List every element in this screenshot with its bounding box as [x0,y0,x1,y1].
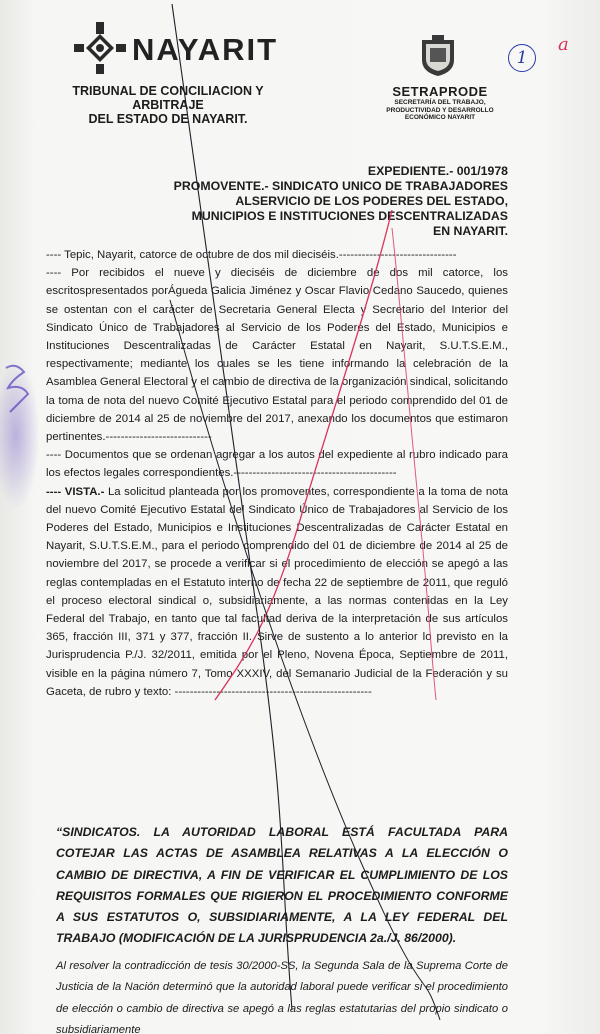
state-seal-icon [418,34,458,78]
side-stamp [0,360,40,510]
setraprode-title: SETRAPRODE [392,84,488,99]
promovente-line-4: EN NAYARIT. [433,224,508,238]
nayarit-logo [70,18,279,78]
paragraph-date: ---- Tepic, Nayarit, catorce de octubre de dos mil dieciséis.------------------------------- [46,249,457,261]
tribunal-line-2: DEL ESTADO DE NAYARIT. [88,112,248,126]
vista-lead: ---- VISTA.- [46,485,105,498]
promovente-line-1: PROMOVENTE.- SINDICATO UNICO DE TRABAJADORES [173,179,508,193]
handwritten-page-number: 1 [508,44,536,72]
tribunal-name [38,84,298,126]
paragraph-documents: ---- Documentos que se ordenan agregar a los autos del expediente al rubro indicado para los efectos legales correspondientes.------------------------------------------- [46,449,508,480]
jurisprudence-heading: “SINDICATOS. LA AUTORIDAD LABORAL ESTÁ FACULTADA PARA COTEJAR LAS ACTAS DE ASAMBLEA RELATIVAS A LA ELECCIÓN O CAMBIO DE DIRECTIVA, A FIN DE VERIFICAR EL CUMPLIMIENTO DE LOS REQUISITOS FORMALES QUE RIGIERON EL PROCEDIMIENTO CONFORME A SUS ESTATUTOS O, SUBSIDIARIAMENTE, A LA LEY FEDERAL DEL TRABAJO (MODIFICACIÓN DE LA JURISPRUDENCIA 2a./J. 86/2000). [56,825,508,946]
nayarit-emblem-icon [70,18,130,78]
paragraph-vista [46,483,508,701]
document-body [46,246,508,701]
tribunal-line-1: TRIBUNAL DE CONCILIACION Y ARBITRAJE [72,84,264,112]
setraprode-line-1: SECRETARÍA DEL TRABAJO, [394,99,486,106]
promovente-line-3: MUNICIPIOS E INSTITUCIONES DESCENTRALIZADAS [191,209,508,223]
expediente-label: EXPEDIENTE.- 001/1978 [367,164,508,178]
logo-text: NAYARIT [132,32,279,67]
setraprode-line-3: ECONÓMICO NAYARIT [404,114,476,121]
paragraph-received: ---- Por recibidos el nueve y dieciséis de diciembre de dos mil catorce, los escritospresentados porÁgueda Galicia Jiménez y Oscar Flavio Cedano Saucedo, quienes se ostentan con el carácter de Secretaria General Electa y Secretario del Interior del Sindicato Único de Trabajadores al Servicio de los Poderes del Estado, Municipios e Instituciones Descentralizadas de Carácter Estatal en Nayarit, S.U.T.S.E.M., respectivamente; mediante los cuales se les tiene informando la celebración de la Asamblea General Electoral y el cambio de directiva de la organización sindical, solicitando la toma de nota del nuevo Comité Ejecutivo Estatal para el periodo comprendido del 01 de diciembre de 2014 al 25 de noviembre del 2017, anexando los documentos que estimaron pertinentes.---------------------------- [46,267,508,444]
case-heading [148,164,508,239]
vista-text: La solicitud planteada por los promoventes, correspondiente a la toma de nota del nuevo Comité Ejecutivo Estatal del Sindicato Único de Trabajadores al Servicio de los Poderes del Estado, Municipios e Instituciones Descentralizadas de Carácter Estatal en Nayarit, S.U.T.S.E.M., para el periodo comprendido del 01 de diciembre de 2014 al 25 de noviembre del 2017, se procede a verificar si el procedimiento de elección se apegó a las reglas contempladas en el Estatuto interno de fecha 22 de septiembre de 2011, que reguló el proceso electoral sindical o, subsidiariamente, a las normas contenidas en la Ley Federal del Trabajo, en tanto que tal facultad deriva de la interpretación de sus artículos 365, fracción III, 371 y 377, fracción II. Sirve de sustento a lo anterior lo previsto en la Jurisprudencia P./J. 32/2011, emitida por el Pleno, Novena Época, Septiembre de 2011, visible en la página número 7, Tomo XXXIV, del Semanario Judicial de la Federación y su Gaceta, de rubro y texto: ---------------------------------------------------- [46,485,508,698]
setraprode-line-2: PRODUCTIVIDAD Y DESARROLLO [386,106,494,114]
setraprode-block [380,84,500,122]
jurisprudence-text: Al resolver la contradicción de tesis 30/2000-SS, la Segunda Sala de la Suprema Corte de Justicia de la Nación determinó que la autoridad laboral puede verificar si el procedimiento de elección o cambio de directiva se apegó a las reglas estatutarias del propio sindicato o subsidiariamente [56,960,508,1034]
promovente-line-2: ALSERVICIO DE LOS PODERES DEL ESTADO, [235,194,508,208]
handwritten-red-mark: a [558,34,569,55]
